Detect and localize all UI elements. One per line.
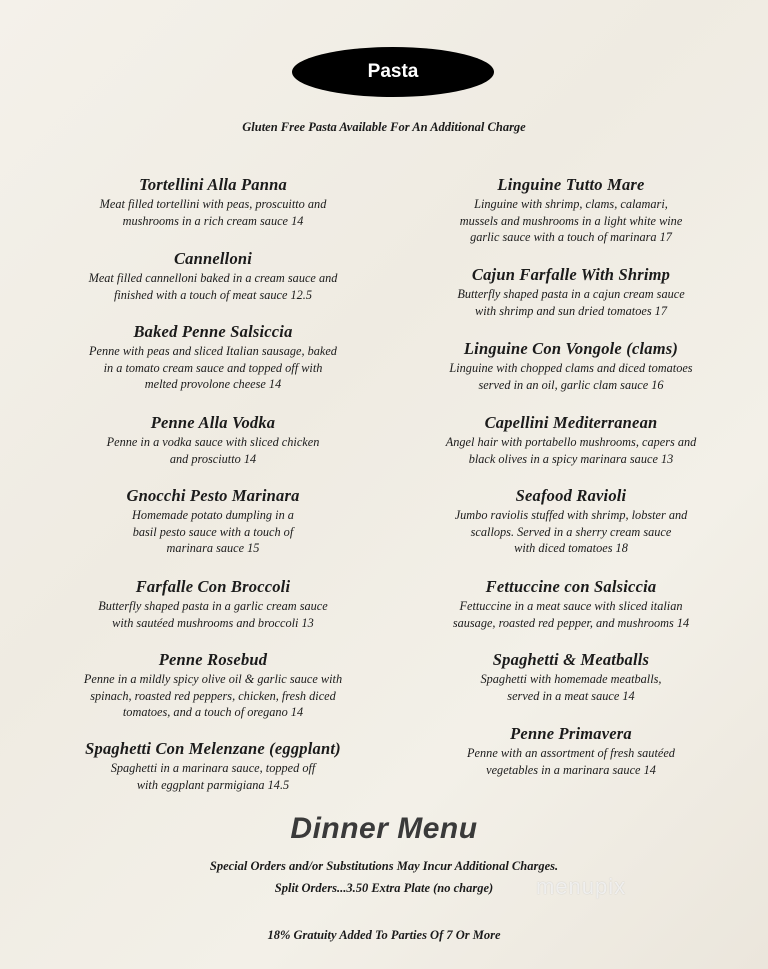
menu-item-name: Capellini Mediterranean [484,413,658,432]
menu-item-desc: Angel hair with portabello mushrooms, capers and black olives in a spicy marinara sauce 13 [445,435,697,466]
menu-item-desc: Penne in a vodka sauce with sliced chicken and prosciutto 14 [106,435,320,466]
menu-item-name: Seafood Ravioli [515,486,627,505]
menu-item-desc: Spaghetti in a marinara sauce, topped off with eggplant parmigiana 14.5 [110,761,316,792]
menu-item-desc: Meat filled cannelloni baked in a cream sauce and finished with a touch of meat sauce 12.5 [88,271,338,302]
dinner-menu-title: Dinner Menu [290,812,478,845]
menu-item-name: Linguine Con Vongole (clams) [463,339,679,358]
menu-item [406,649,736,704]
menu-item-name: Tortellini Alla Panna [139,175,287,194]
menu-item-desc: Meat filled tortellini with peas, proscuitto and mushrooms in a rich cream sauce 14 [99,197,327,228]
menupix-watermark: menupix [536,874,627,899]
menu-item-name: Baked Penne Salsiccia [133,322,293,341]
menu-item-name: Linguine Tutto Mare [497,175,645,194]
menu-item-name: Penne Primavera [510,724,632,743]
menu-item-desc: Fettuccine in a meat sauce with sliced italian sausage, roasted red pepper, and mushrooms 14 [452,599,690,630]
menu-item-name: Farfalle Con Broccoli [135,577,291,596]
special-orders-note: Special Orders and/or Substitutions May Incur Additional Charges. [209,859,559,873]
menu-item-desc: Spaghetti with homemade meatballs, served in a meat sauce 14 [480,672,662,703]
menu-item [406,485,736,557]
menu-item [406,264,736,319]
menu-item-desc: Linguine with shrimp, clams, calamari, mussels and mushrooms in a light white wine garlic sauce with a touch of marinara 17 [459,197,683,244]
menu-item-desc: Penne with an assortment of fresh sautéed vegetables in a marinara sauce 14 [467,746,675,777]
menu-item-desc: Butterfly shaped pasta in a garlic cream sauce with sautéed mushrooms and broccoli 13 [98,599,328,630]
menu-item-desc: Homemade potato dumpling in a basil pesto sauce with a touch of marinara sauce 15 [132,508,294,555]
menu-item [48,248,378,303]
menu-item-name: Spaghetti & Meatballs [492,650,650,669]
menu-item-name: Gnocchi Pesto Marinara [126,486,300,505]
menu-item [406,412,736,467]
menu-item-name: Spaghetti Con Melenzane (eggplant) [85,739,341,758]
menu-item-name: Cajun Farfalle With Shrimp [471,265,671,284]
menu-item [48,321,378,393]
gratuity-note: 18% Gratuity Added To Parties Of 7 Or More [267,928,501,942]
split-orders-note: Split Orders...3.50 Extra Plate (no charge) [274,881,494,895]
section-header-pasta: Pasta [292,47,494,97]
menu-item-desc: Butterfly shaped pasta in a cajun cream sauce with shrimp and sun dried tomatoes 17 [457,287,685,318]
menu-item-name: Cannelloni [173,249,253,268]
menu-item-desc: Penne with peas and sliced Italian sausage, baked in a tomato cream sauce and topped off with melted provolone cheese 14 [89,344,337,391]
menu-item [406,174,736,246]
menu-item [48,649,378,721]
menu-item-name: Fettuccine con Salsiccia [485,577,657,596]
menu-item-desc: Penne in a mildly spicy olive oil & garlic sauce with spinach, roasted red peppers, chicken, fresh diced tomatoes, and a touch of oregano 14 [83,672,343,719]
menu-item [406,338,736,393]
menu-item [48,485,378,557]
menu-item [48,412,378,467]
menu-item-name: Penne Alla Vodka [150,413,276,432]
menu-item [48,738,378,793]
gluten-free-note: Gluten Free Pasta Available For An Additional Charge [242,120,526,134]
menu-item-desc: Jumbo raviolis stuffed with shrimp, lobster and scallops. Served in a sherry cream sauce with diced tomatoes 18 [454,508,688,555]
menu-item [406,576,736,631]
menu-item [406,723,736,778]
menu-item [48,174,378,229]
menu-item [48,576,378,631]
menu-item-name: Penne Rosebud [158,650,268,669]
menu-item-desc: Linguine with chopped clams and diced tomatoes served in an oil, garlic clam sauce 16 [449,361,693,392]
